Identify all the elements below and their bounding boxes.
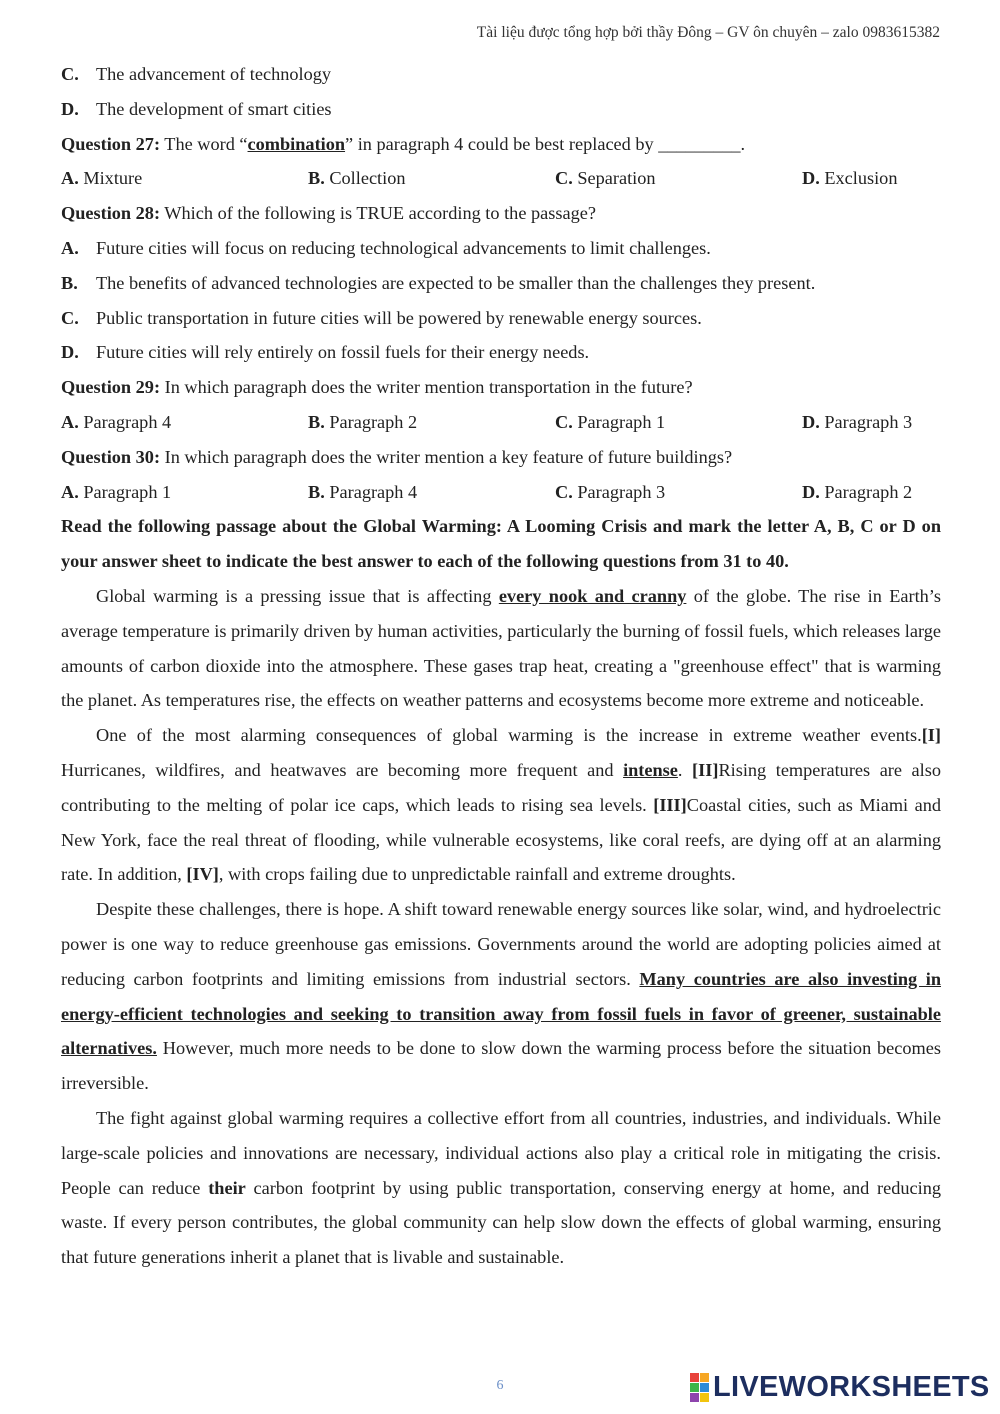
brand-name: LIVEWORKSHEETS bbox=[713, 1371, 990, 1403]
question-27 bbox=[61, 127, 941, 162]
option-text: Future cities will rely entirely on fossil fuels for their energy needs. bbox=[96, 342, 590, 363]
q29-option-b[interactable]: B. Paragraph 2 bbox=[308, 411, 418, 432]
page-number: 6 bbox=[496, 1378, 504, 1393]
question-text: Which of the following is TRUE according to the passage? bbox=[160, 203, 596, 224]
option-text: The development of smart cities bbox=[96, 98, 332, 119]
passage-paragraph-2: One of the most alarming consequences of global warming is the increase in extreme weather events.[I] Hurricanes, wildfires, and heatwaves are becoming more frequent and intense. [II]Rising temperatures are also contributing to the melting of polar ice caps, which leads to rising sea levels. [III]Coastal cities, such as Miami and New York, face the real threat of flooding, while vulnerable ecosystems, like coral reefs, are dying off at an alarming rate. In addition, [IV], with crops failing due to unpredictable rainfall and extreme droughts. bbox=[61, 725, 942, 885]
q27-option-b[interactable]: B. Collection bbox=[308, 168, 406, 189]
q26-option-d[interactable] bbox=[61, 92, 941, 127]
q30-option-a[interactable]: A. Paragraph 1 bbox=[61, 481, 172, 502]
q30-option-c[interactable]: C. Paragraph 3 bbox=[555, 481, 666, 502]
q28-option-d[interactable] bbox=[61, 335, 941, 370]
liveworksheets-icon bbox=[690, 1373, 709, 1402]
q27-option-d[interactable]: D. Exclusion bbox=[802, 168, 898, 189]
q27-options bbox=[61, 161, 941, 196]
option-text: Public transportation in future cities will be powered by renewable energy sources. bbox=[96, 307, 702, 328]
option-letter: D. bbox=[61, 98, 79, 119]
q30-option-d[interactable]: D. Paragraph 2 bbox=[802, 481, 913, 502]
q27-option-a[interactable]: A. Mixture bbox=[61, 168, 143, 189]
option-letter: D. bbox=[61, 342, 79, 363]
q29-option-a[interactable]: A. Paragraph 4 bbox=[61, 411, 172, 432]
option-text: The benefits of advanced technologies are expected to be smaller than the challenges they present. bbox=[96, 272, 816, 293]
q29-option-d[interactable]: D. Paragraph 3 bbox=[802, 411, 913, 432]
q28-option-a[interactable] bbox=[61, 231, 941, 266]
liveworksheets-logo[interactable] bbox=[690, 1371, 990, 1404]
option-text: Future cities will focus on reducing technological advancements to limit challenges. bbox=[96, 237, 711, 258]
question-30 bbox=[61, 440, 941, 475]
q30-options bbox=[61, 475, 941, 510]
q27-option-c[interactable]: C. Separation bbox=[555, 168, 656, 189]
insertion-marker-3: [III] bbox=[653, 794, 687, 815]
highlighted-word: their bbox=[208, 1177, 246, 1198]
insertion-marker-1: [I] bbox=[921, 725, 941, 746]
q29-options bbox=[61, 405, 941, 440]
q28-option-b[interactable] bbox=[61, 266, 941, 301]
option-letter: B. bbox=[61, 272, 78, 293]
highlighted-word: intense bbox=[623, 759, 678, 780]
question-28 bbox=[61, 196, 941, 231]
question-label: Question 28: bbox=[61, 203, 161, 224]
question-text: In which paragraph does the writer mention a key feature of future buildings? bbox=[160, 446, 733, 467]
question-text: ” in paragraph 4 could be best replaced by _________. bbox=[345, 133, 746, 154]
worksheet-content bbox=[61, 57, 941, 1275]
question-keyword: combination bbox=[247, 133, 346, 154]
question-text: In which paragraph does the writer mention transportation in the future? bbox=[160, 377, 693, 398]
q29-option-c[interactable]: C. Paragraph 1 bbox=[555, 411, 666, 432]
question-text: The word “ bbox=[160, 133, 248, 154]
q28-option-c[interactable] bbox=[61, 301, 941, 336]
question-29 bbox=[61, 370, 941, 405]
option-letter: A. bbox=[61, 237, 79, 258]
highlighted-phrase: every nook and cranny bbox=[498, 585, 687, 606]
option-letter: C. bbox=[61, 307, 79, 328]
question-label: Question 29: bbox=[61, 377, 161, 398]
passage-paragraph-4: The fight against global warming requires a collective effort from all countries, industries, and individuals. While large-scale policies and innovations are necessary, individual actions also play a critical role in mitigating the crisis. People can reduce their carbon footprint by using public transportation, conserving energy at home, and reducing waste. If every person contributes, the global community can help slow down the effects of global warming, ensuring that future generations inherit a planet that is livable and sustainable. bbox=[61, 1107, 941, 1268]
highlighted-sentence: Many countries are also investing in energy-efficient technologies and seeking to transition away from fossil fuels in favor of greener, sustainable alternatives. bbox=[61, 968, 941, 1059]
passage-paragraph-1: Global warming is a pressing issue that is affecting every nook and cranny of the globe. The rise in Earth’s average temperature is primarily driven by human activities, particularly the burning of fossil fuels, which releases large amounts of carbon dioxide into the atmosphere. These gases trap heat, creating a "greenhouse effect" that is warming the planet. As temperatures rise, the effects on weather patterns and ecosystems become more extreme and noticeable. bbox=[61, 585, 941, 711]
q26-option-c[interactable] bbox=[61, 57, 941, 92]
q30-option-b[interactable]: B. Paragraph 4 bbox=[308, 481, 418, 502]
question-label: Question 30: bbox=[61, 446, 161, 467]
option-letter: C. bbox=[61, 64, 79, 84]
passage-instruction: Read the following passage about the Global Warming: A Looming Crisis and mark the letter A, B, C or D on your answer sheet to indicate the best answer to each of the following questions from 31 to 40. bbox=[61, 516, 941, 572]
passage-paragraph-3: Despite these challenges, there is hope. A shift toward renewable energy sources like solar, wind, and hydroelectric power is one way to reduce greenhouse gas emissions. Governments around the world are adopting policies aimed at reducing carbon footprints and limiting emissions from industrial sectors. Many countries are also investing in energy-efficient technologies and seeking to transition away from fossil fuels in favor of greener, sustainable alternatives. However, much more needs to be done to slow down the warming process before the situation becomes irreversible. bbox=[61, 899, 941, 1094]
question-label: Question 27: bbox=[61, 133, 161, 154]
insertion-marker-4: [IV] bbox=[186, 864, 219, 885]
page-header: Tài liệu được tổng hợp bởi thầy Đông – GV ôn chuyên – zalo 0983615382 bbox=[476, 24, 940, 41]
option-text: The advancement of technology bbox=[96, 64, 332, 84]
insertion-marker-2: [II] bbox=[692, 759, 719, 780]
